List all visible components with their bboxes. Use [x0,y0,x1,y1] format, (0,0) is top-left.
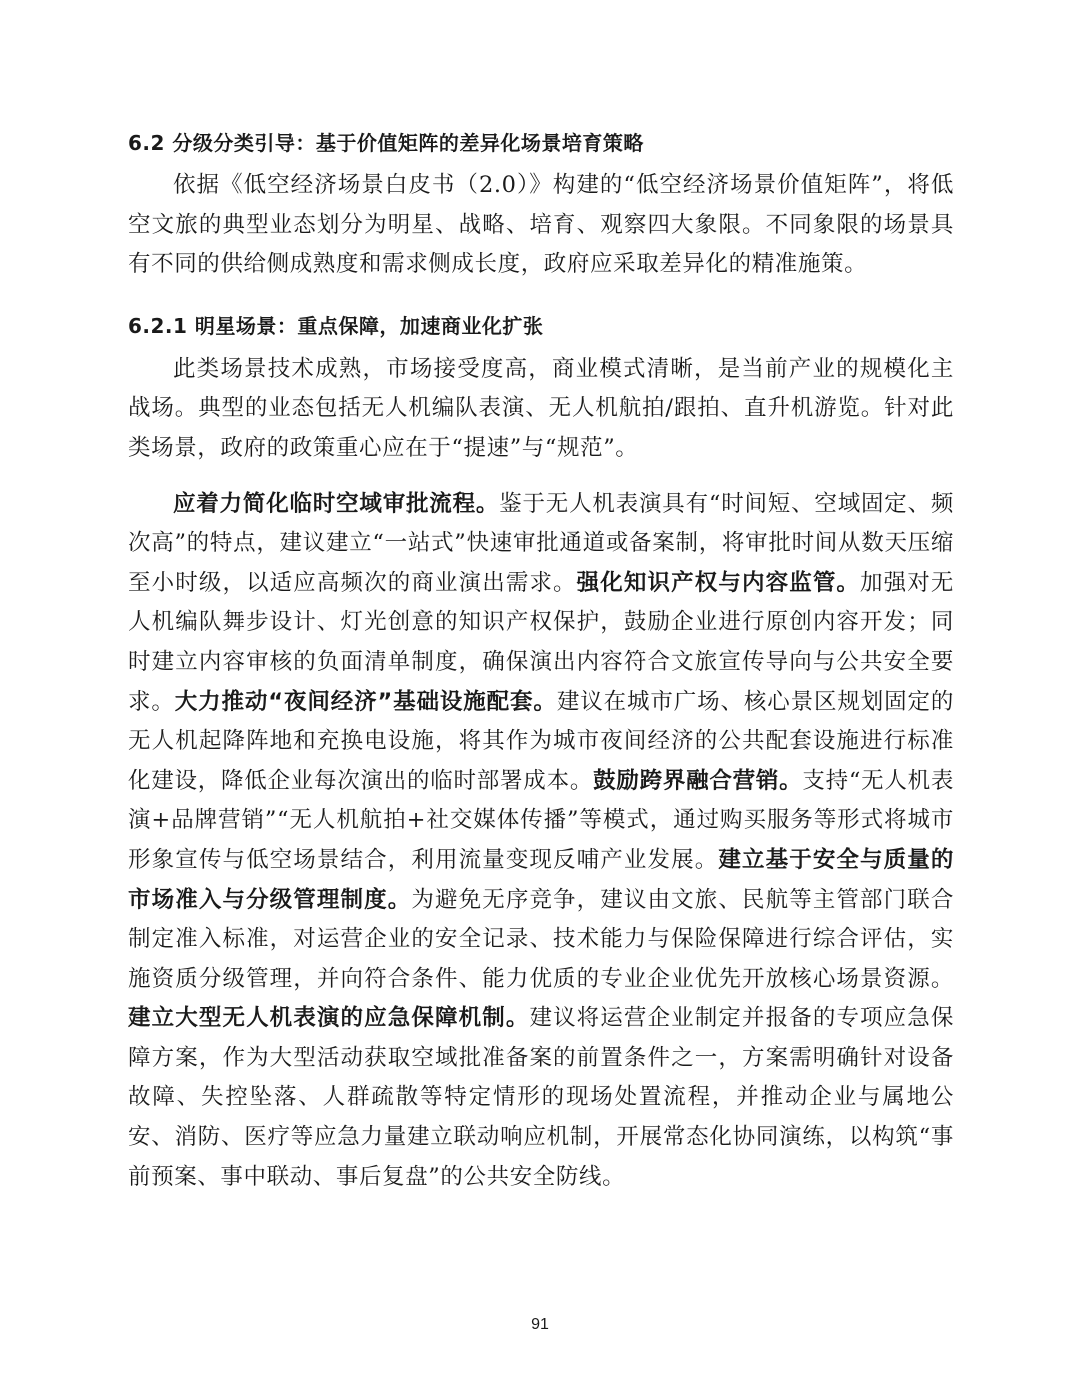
measure-text: 建议将运营企业制定并报备的专项应急保障方案，作为大型活动获取空域批准备案的前置条件之一，方案需明确针对设备故障、失控坠落、人群疏散等特定情形的现场处置流程，并推动企业与属地公安、消防、医疗等应急力量建立联动响应机制，开展常态化协同演练，以构筑“事前预案、事中联动、事后复盘”的公共安全防线。 [128,1005,954,1190]
page-number: 91 [531,1316,549,1333]
document-page [128,122,954,1197]
measure-title: 鼓励跨界融合营销。 [593,767,803,794]
measure-text: 鉴于无人机表演具有“时间短、空域固定、频次高”的特点，建议建立“一站式”快速审批通道或备案制，将审批时间从数天压缩至小时级，以适应高频次的商业演出需求。 [128,490,954,596]
measure-title: 建立大型无人机表演的应急保障机制。 [128,1005,530,1032]
section-intro-paragraph: 依据《低空经济场景白皮书（2.0）》构建的“低空经济场景价值矩阵”，将低空文旅的典型业态划分为明星、战略、培育、观察四大象限。不同象限的场景具有不同的供给侧成熟度和需求侧成长度，政府应采取差异化的精准施策。 [128,172,954,278]
subsection-intro-paragraph: 此类场景技术成熟，市场接受度高，商业模式清晰，是当前产业的规模化主战场。典型的业态包括无人机编队表演、无人机航拍/跟拍、直升机游览。针对此类场景，政府的政策重心应在于“提速”与“规范”。 [128,355,954,461]
measure-text: 建议在城市广场、核心景区规划固定的无人机起降阵地和充换电设施，将其作为城市夜间经济的公共配套设施进行标准化建设，降低企业每次演出的临时部署成本。 [128,688,954,794]
measure-title: 建立基于安全与质量的市场准入与分级管理制度。 [128,846,954,913]
measure-title: 强化知识产权与内容监管。 [576,569,861,596]
measure-text: 加强对无人机编队舞步设计、灯光创意的知识产权保护，鼓励企业进行原创内容开发；同时建立内容审核的负面清单制度，确保演出内容符合文旅宣传导向与公共安全要求。 [128,569,954,715]
measures-paragraph [128,485,954,1198]
section-heading: 6.2 分级分类引导：基于价值矩阵的差异化场景培育策略 [128,131,644,155]
measure-text: 为避免无序竞争，建议由文旅、民航等主管部门联合制定准入标准，对运营企业的安全记录、技术能力与保险保障进行综合评估，实施资质分级管理，并向符合条件、能力优质的专业企业优先开放核心场景资源。 [128,886,954,992]
measure-title: 应着力简化临时空域审批流程。 [173,490,500,517]
measure-text: 支持“无人机表演+品牌营销”“无人机航拍+社交媒体传播”等模式，通过购买服务等形式将城市形象宣传与低空场景结合，利用流量变现反哺产业发展。 [128,767,954,873]
measure-title: 大力推动“夜间经济”基础设施配套。 [174,688,557,715]
subsection-heading: 6.2.1 明星场景：重点保障，加速商业化扩张 [128,313,544,338]
